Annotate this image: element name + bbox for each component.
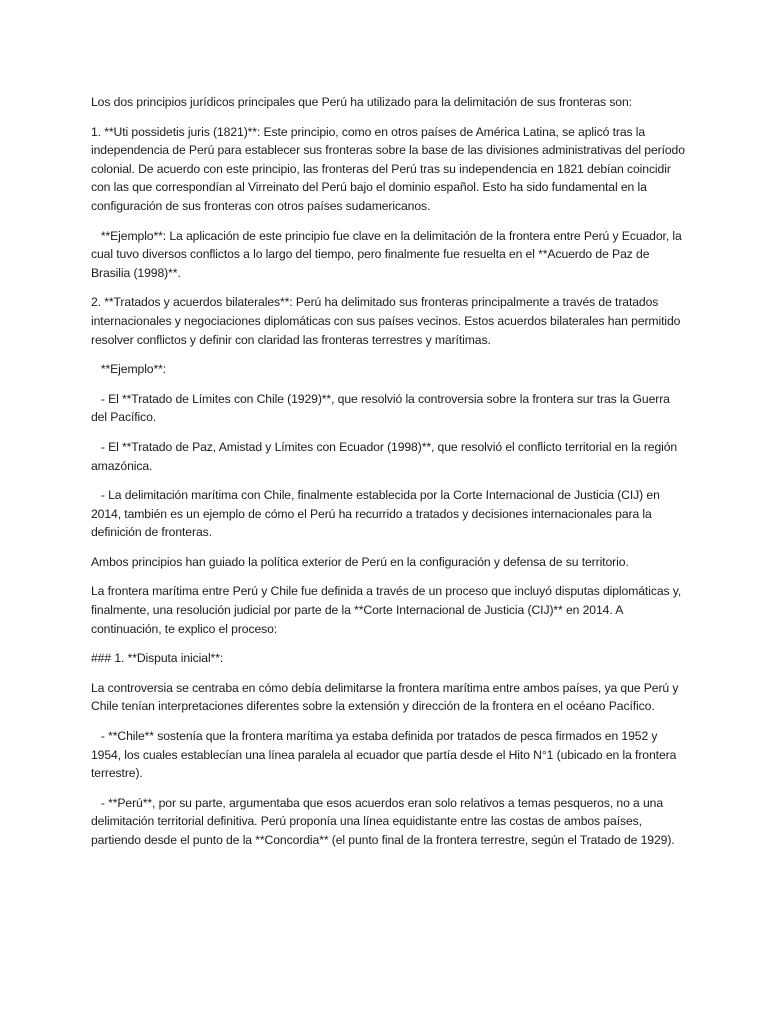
section-heading-dispute: ### 1. **Disputa inicial**: bbox=[91, 651, 224, 666]
summary-paragraph: Ambos principios han guiado la política exterior de Perú en la configuración y defensa de su territorio. bbox=[91, 554, 629, 569]
example-item-cij-2014: - La delimitación marítima con Chile, finalmente establecida por la Corte Internacional de Justicia (CIJ) en 2014, también es un ejemplo de cómo el Perú ha recurrido a tratados y decisiones internacionales para la definición de fronteras. bbox=[91, 488, 660, 540]
principle-2-example-heading: **Ejemplo**: bbox=[91, 362, 167, 377]
principle-1-example: **Ejemplo**: La aplicación de este principio fue clave en la delimitación de la frontera entre Perú y Ecuador, la cual tuvo diversos conflictos a lo largo del tiempo, pero finalmente fue resuelta en el **Acuerdo de Paz de Brasilia (1998)**. bbox=[91, 228, 682, 280]
maritime-intro-paragraph: La frontera marítima entre Perú y Chile fue definida a través de un proceso que incluyó disputas diplomáticas y, finalmente, una resolución judicial por parte de la **Corte Internacional de Justicia (CIJ)** en 2014. A continuación, te explico el proceso: bbox=[91, 584, 682, 636]
document-body bbox=[91, 93, 685, 861]
peru-position-item: - **Perú**, por su parte, argumentaba que esos acuerdos eran solo relativos a temas pesqueros, no a una delimitación territorial definitiva. Perú proponía una línea equidistante entre las costas de ambos países, partiendo desde el punto de la **Concordia** (el punto final de la frontera terrestre, según el Tratado de 1929). bbox=[91, 795, 675, 847]
controversy-paragraph: La controversia se centraba en cómo debía delimitarse la frontera marítima entre ambos países, ya que Perú y Chile tenían interpretaciones diferentes sobre la extensión y dirección de la frontera en el océano Pacífico. bbox=[91, 680, 679, 714]
intro-paragraph: Los dos principios jurídicos principales que Perú ha utilizado para la delimitación de sus fronteras son: bbox=[91, 95, 632, 109]
principle-1-paragraph: 1. **Uti possidetis juris (1821)**: Este principio, como en otros países de América Latina, se aplicó tras la independencia de Perú para establecer sus fronteras sobre la base de las divisiones administrativas del período colonial. De acuerdo con este principio, las fronteras del Perú tras su independencia en 1821 debían coincidir con las que correspondían al Virreinato del Perú bajo el dominio español. Esto ha sido fundamental en la configuración de sus fronteras con otros países sudamericanos. bbox=[91, 124, 685, 213]
principle-2-paragraph: 2. **Tratados y acuerdos bilaterales**: Perú ha delimitado sus fronteras principalmente a través de tratados internacionales y negociaciones diplomáticas con sus países vecinos. Estos acuerdos bilaterales han permitido resolver conflictos y definir con claridad las fronteras terrestres y marítimas. bbox=[91, 295, 681, 347]
chile-position-item: - **Chile** sostenía que la frontera marítima ya estaba definida por tratados de pesca firmados en 1952 y 1954, los cuales establecían una línea paralela al ecuador que partía desde el Hito N°1 (ubicado en la frontera terrestre). bbox=[91, 729, 677, 781]
example-item-ecuador-1998: - El **Tratado de Paz, Amistad y Límites con Ecuador (1998)**, que resolvió el conflicto territorial en la región amazónica. bbox=[91, 439, 678, 473]
example-item-chile-1929: - El **Tratado de Límites con Chile (1929)**, que resolvió la controversia sobre la frontera sur tras la Guerra del Pacífico. bbox=[91, 391, 670, 425]
